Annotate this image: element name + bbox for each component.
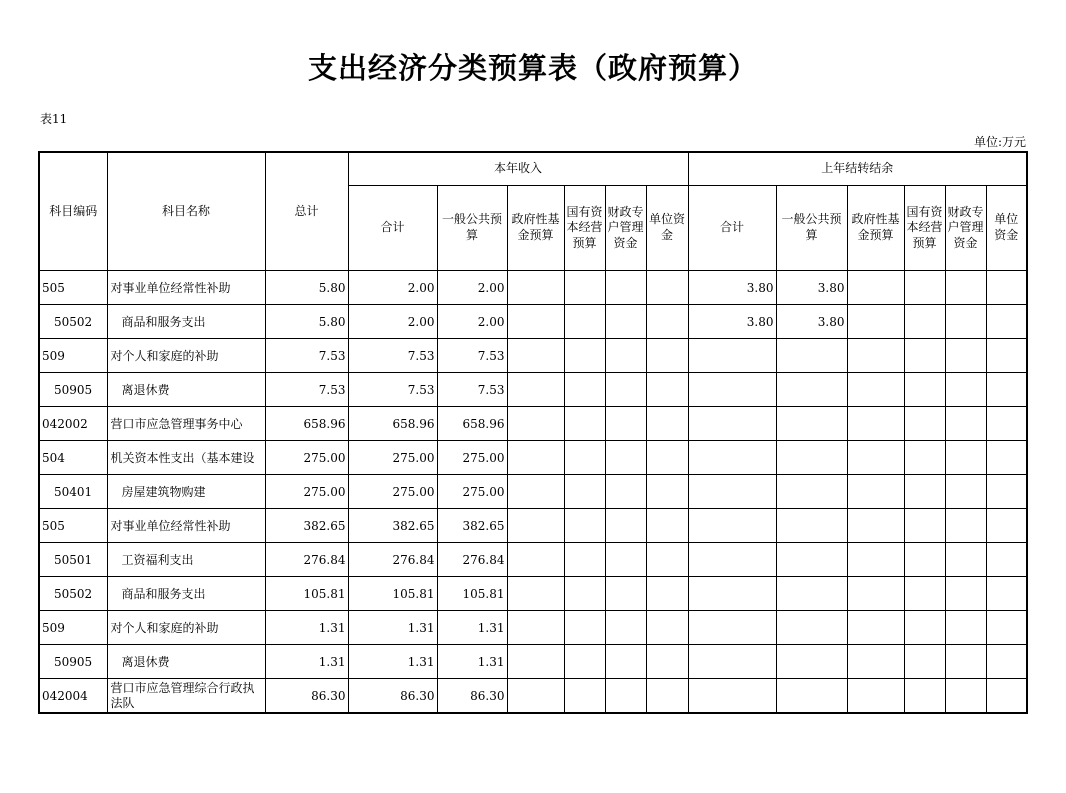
cell-co-unit <box>986 475 1027 509</box>
cell-total: 658.96 <box>265 407 348 441</box>
cell-co-general: 3.80 <box>776 305 847 339</box>
cell-cy-unit <box>646 475 688 509</box>
cell-cy-general: 86.30 <box>437 679 507 714</box>
cell-cy-unit <box>646 441 688 475</box>
cell-co-fund <box>847 645 904 679</box>
cell-co-state <box>904 577 945 611</box>
cell-co-special <box>945 305 986 339</box>
cell-cy-unit <box>646 339 688 373</box>
cell-cy-general: 275.00 <box>437 441 507 475</box>
cell-cy-sum: 105.81 <box>348 577 437 611</box>
cell-code: 50905 <box>39 373 107 407</box>
cell-co-unit <box>986 543 1027 577</box>
table-row <box>39 577 1027 611</box>
cell-name: 对个人和家庭的补助 <box>107 611 265 645</box>
cell-total: 275.00 <box>265 441 348 475</box>
cell-cy-state <box>564 441 605 475</box>
cell-cy-special <box>605 543 646 577</box>
cell-name: 营口市应急管理事务中心 <box>107 407 265 441</box>
table-row <box>39 271 1027 305</box>
cell-cy-sum: 2.00 <box>348 305 437 339</box>
cell-cy-special <box>605 305 646 339</box>
cell-cy-general: 276.84 <box>437 543 507 577</box>
cell-cy-fund <box>507 577 564 611</box>
cell-cy-fund <box>507 441 564 475</box>
cell-cy-state <box>564 475 605 509</box>
cell-cy-sum: 7.53 <box>348 373 437 407</box>
cell-cy-fund <box>507 611 564 645</box>
cell-co-fund <box>847 543 904 577</box>
cell-total: 1.31 <box>265 611 348 645</box>
cell-code: 50502 <box>39 577 107 611</box>
cell-co-sum <box>688 407 776 441</box>
cell-cy-special <box>605 407 646 441</box>
cell-co-sum <box>688 577 776 611</box>
cell-co-unit <box>986 577 1027 611</box>
cell-co-unit <box>986 679 1027 714</box>
table-row <box>39 475 1027 509</box>
header-cy-general: 一般公共预算 <box>437 186 507 271</box>
cell-cy-general: 7.53 <box>437 373 507 407</box>
cell-cy-sum: 276.84 <box>348 543 437 577</box>
cell-cy-general: 275.00 <box>437 475 507 509</box>
cell-co-special <box>945 679 986 714</box>
cell-co-state <box>904 441 945 475</box>
cell-cy-state <box>564 543 605 577</box>
cell-cy-state <box>564 679 605 714</box>
cell-name: 商品和服务支出 <box>107 577 265 611</box>
cell-cy-unit <box>646 645 688 679</box>
cell-co-general <box>776 509 847 543</box>
cell-co-state <box>904 305 945 339</box>
cell-cy-state <box>564 407 605 441</box>
cell-co-special <box>945 373 986 407</box>
cell-cy-sum: 1.31 <box>348 611 437 645</box>
cell-cy-sum: 382.65 <box>348 509 437 543</box>
cell-cy-general: 382.65 <box>437 509 507 543</box>
cell-cy-sum: 7.53 <box>348 339 437 373</box>
cell-total: 86.30 <box>265 679 348 714</box>
cell-co-special <box>945 645 986 679</box>
cell-co-fund <box>847 509 904 543</box>
cell-cy-fund <box>507 305 564 339</box>
cell-cy-state <box>564 305 605 339</box>
header-co-general: 一般公共预算 <box>776 186 847 271</box>
cell-cy-fund <box>507 475 564 509</box>
cell-co-special <box>945 271 986 305</box>
cell-cy-fund <box>507 407 564 441</box>
cell-co-general <box>776 679 847 714</box>
cell-total: 7.53 <box>265 373 348 407</box>
cell-cy-fund <box>507 543 564 577</box>
cell-total: 5.80 <box>265 305 348 339</box>
cell-cy-unit <box>646 577 688 611</box>
table-row <box>39 407 1027 441</box>
cell-cy-special <box>605 645 646 679</box>
cell-co-general <box>776 645 847 679</box>
cell-cy-special <box>605 577 646 611</box>
cell-total: 7.53 <box>265 339 348 373</box>
cell-cy-sum: 1.31 <box>348 645 437 679</box>
cell-co-special <box>945 339 986 373</box>
cell-co-special <box>945 509 986 543</box>
cell-co-special <box>945 577 986 611</box>
cell-co-state <box>904 271 945 305</box>
cell-co-general <box>776 475 847 509</box>
cell-co-fund <box>847 611 904 645</box>
header-co-unit-fund: 单位资金 <box>986 186 1027 271</box>
cell-co-fund <box>847 271 904 305</box>
header-cy-state-capital: 国有资本经营预算 <box>564 186 605 271</box>
cell-name: 对个人和家庭的补助 <box>107 339 265 373</box>
cell-cy-state <box>564 577 605 611</box>
cell-cy-unit <box>646 373 688 407</box>
cell-co-state <box>904 373 945 407</box>
cell-cy-general: 1.31 <box>437 611 507 645</box>
cell-co-sum <box>688 611 776 645</box>
cell-co-sum <box>688 339 776 373</box>
cell-co-special <box>945 611 986 645</box>
cell-cy-unit <box>646 271 688 305</box>
cell-co-state <box>904 509 945 543</box>
cell-cy-sum: 86.30 <box>348 679 437 714</box>
cell-name: 离退休费 <box>107 645 265 679</box>
cell-name: 房屋建筑物购建 <box>107 475 265 509</box>
cell-cy-general: 1.31 <box>437 645 507 679</box>
cell-total: 275.00 <box>265 475 348 509</box>
cell-cy-special <box>605 475 646 509</box>
header-carryover: 上年结转结余 <box>688 152 1027 186</box>
cell-co-general <box>776 543 847 577</box>
cell-name: 商品和服务支出 <box>107 305 265 339</box>
cell-cy-fund <box>507 645 564 679</box>
table-row <box>39 509 1027 543</box>
cell-cy-special <box>605 271 646 305</box>
cell-code: 505 <box>39 509 107 543</box>
cell-cy-general: 2.00 <box>437 271 507 305</box>
cell-cy-fund <box>507 679 564 714</box>
header-current-year: 本年收入 <box>348 152 688 186</box>
cell-cy-state <box>564 611 605 645</box>
cell-cy-unit <box>646 543 688 577</box>
cell-cy-state <box>564 339 605 373</box>
cell-cy-special <box>605 679 646 714</box>
header-co-gov-fund: 政府性基金预算 <box>847 186 904 271</box>
cell-co-unit <box>986 509 1027 543</box>
header-name: 科目名称 <box>107 152 265 271</box>
cell-cy-general: 105.81 <box>437 577 507 611</box>
cell-name: 对事业单位经常性补助 <box>107 509 265 543</box>
cell-cy-state <box>564 271 605 305</box>
cell-co-unit <box>986 339 1027 373</box>
cell-code: 509 <box>39 611 107 645</box>
cell-co-unit <box>986 373 1027 407</box>
header-cy-gov-fund: 政府性基金预算 <box>507 186 564 271</box>
cell-co-sum <box>688 475 776 509</box>
cell-code: 50905 <box>39 645 107 679</box>
cell-co-general: 3.80 <box>776 271 847 305</box>
cell-co-sum <box>688 645 776 679</box>
table-number: 表11 <box>40 112 68 126</box>
cell-co-special <box>945 543 986 577</box>
page-title: 支出经济分类预算表（政府预算） <box>307 51 758 85</box>
cell-cy-sum: 658.96 <box>348 407 437 441</box>
table-row <box>39 305 1027 339</box>
header-cy-subtotal: 合计 <box>348 186 437 271</box>
cell-cy-special <box>605 509 646 543</box>
header-co-fiscal-special: 财政专户管理资金 <box>945 186 986 271</box>
cell-co-sum <box>688 373 776 407</box>
cell-cy-special <box>605 441 646 475</box>
cell-code: 509 <box>39 339 107 373</box>
cell-co-fund <box>847 373 904 407</box>
table-row <box>39 679 1027 714</box>
cell-cy-state <box>564 645 605 679</box>
cell-cy-general: 658.96 <box>437 407 507 441</box>
cell-co-fund <box>847 679 904 714</box>
table-row <box>39 645 1027 679</box>
cell-cy-fund <box>507 271 564 305</box>
cell-co-general <box>776 611 847 645</box>
cell-co-general <box>776 373 847 407</box>
cell-co-unit <box>986 441 1027 475</box>
cell-co-sum <box>688 509 776 543</box>
cell-co-unit <box>986 645 1027 679</box>
cell-cy-sum: 2.00 <box>348 271 437 305</box>
cell-cy-special <box>605 611 646 645</box>
cell-co-unit <box>986 271 1027 305</box>
cell-cy-fund <box>507 509 564 543</box>
cell-co-sum: 3.80 <box>688 305 776 339</box>
cell-code: 50501 <box>39 543 107 577</box>
cell-cy-state <box>564 509 605 543</box>
cell-co-unit <box>986 611 1027 645</box>
cell-co-fund <box>847 577 904 611</box>
cell-co-special <box>945 475 986 509</box>
cell-code: 50401 <box>39 475 107 509</box>
cell-code: 042002 <box>39 407 107 441</box>
cell-name: 工资福利支出 <box>107 543 265 577</box>
cell-total: 382.65 <box>265 509 348 543</box>
cell-co-state <box>904 407 945 441</box>
cell-co-general <box>776 441 847 475</box>
cell-co-state <box>904 611 945 645</box>
cell-co-unit <box>986 407 1027 441</box>
header-co-state-capital: 国有资本经营预算 <box>904 186 945 271</box>
cell-co-state <box>904 475 945 509</box>
cell-co-state <box>904 543 945 577</box>
table-row <box>39 441 1027 475</box>
cell-cy-sum: 275.00 <box>348 475 437 509</box>
cell-co-sum: 3.80 <box>688 271 776 305</box>
cell-co-general <box>776 339 847 373</box>
cell-cy-unit <box>646 611 688 645</box>
table-row <box>39 339 1027 373</box>
cell-co-unit <box>986 305 1027 339</box>
cell-cy-unit <box>646 407 688 441</box>
cell-co-general <box>776 577 847 611</box>
header-total: 总计 <box>265 152 348 271</box>
cell-total: 105.81 <box>265 577 348 611</box>
table-body <box>39 271 1027 714</box>
cell-code: 50502 <box>39 305 107 339</box>
cell-co-fund <box>847 475 904 509</box>
table-row <box>39 611 1027 645</box>
unit-label: 单位:万元 <box>973 135 1026 149</box>
cell-code: 042004 <box>39 679 107 714</box>
cell-co-sum <box>688 679 776 714</box>
cell-cy-unit <box>646 509 688 543</box>
budget-table <box>38 151 1028 714</box>
cell-cy-special <box>605 339 646 373</box>
cell-co-sum <box>688 543 776 577</box>
cell-co-fund <box>847 339 904 373</box>
cell-name: 机关资本性支出（基本建设 <box>107 441 265 475</box>
cell-co-special <box>945 407 986 441</box>
header-cy-unit-fund: 单位资金 <box>646 186 688 271</box>
cell-code: 504 <box>39 441 107 475</box>
cell-co-state <box>904 339 945 373</box>
table-row <box>39 543 1027 577</box>
cell-total: 276.84 <box>265 543 348 577</box>
cell-co-fund <box>847 305 904 339</box>
cell-cy-sum: 275.00 <box>348 441 437 475</box>
cell-co-state <box>904 679 945 714</box>
cell-cy-general: 7.53 <box>437 339 507 373</box>
table-row <box>39 373 1027 407</box>
header-code: 科目编码 <box>39 152 107 271</box>
cell-cy-fund <box>507 339 564 373</box>
cell-total: 1.31 <box>265 645 348 679</box>
cell-cy-unit <box>646 305 688 339</box>
cell-co-general <box>776 407 847 441</box>
cell-co-fund <box>847 407 904 441</box>
cell-cy-state <box>564 373 605 407</box>
cell-cy-fund <box>507 373 564 407</box>
cell-name: 离退休费 <box>107 373 265 407</box>
cell-cy-general: 2.00 <box>437 305 507 339</box>
header-co-subtotal: 合计 <box>688 186 776 271</box>
header-cy-fiscal-special: 财政专户管理资金 <box>605 186 646 271</box>
cell-co-state <box>904 645 945 679</box>
cell-total: 5.80 <box>265 271 348 305</box>
cell-name: 营口市应急管理综合行政执法队 <box>107 679 265 714</box>
cell-co-fund <box>847 441 904 475</box>
cell-co-sum <box>688 441 776 475</box>
cell-name: 对事业单位经常性补助 <box>107 271 265 305</box>
cell-cy-unit <box>646 679 688 714</box>
cell-co-special <box>945 441 986 475</box>
cell-cy-special <box>605 373 646 407</box>
cell-code: 505 <box>39 271 107 305</box>
